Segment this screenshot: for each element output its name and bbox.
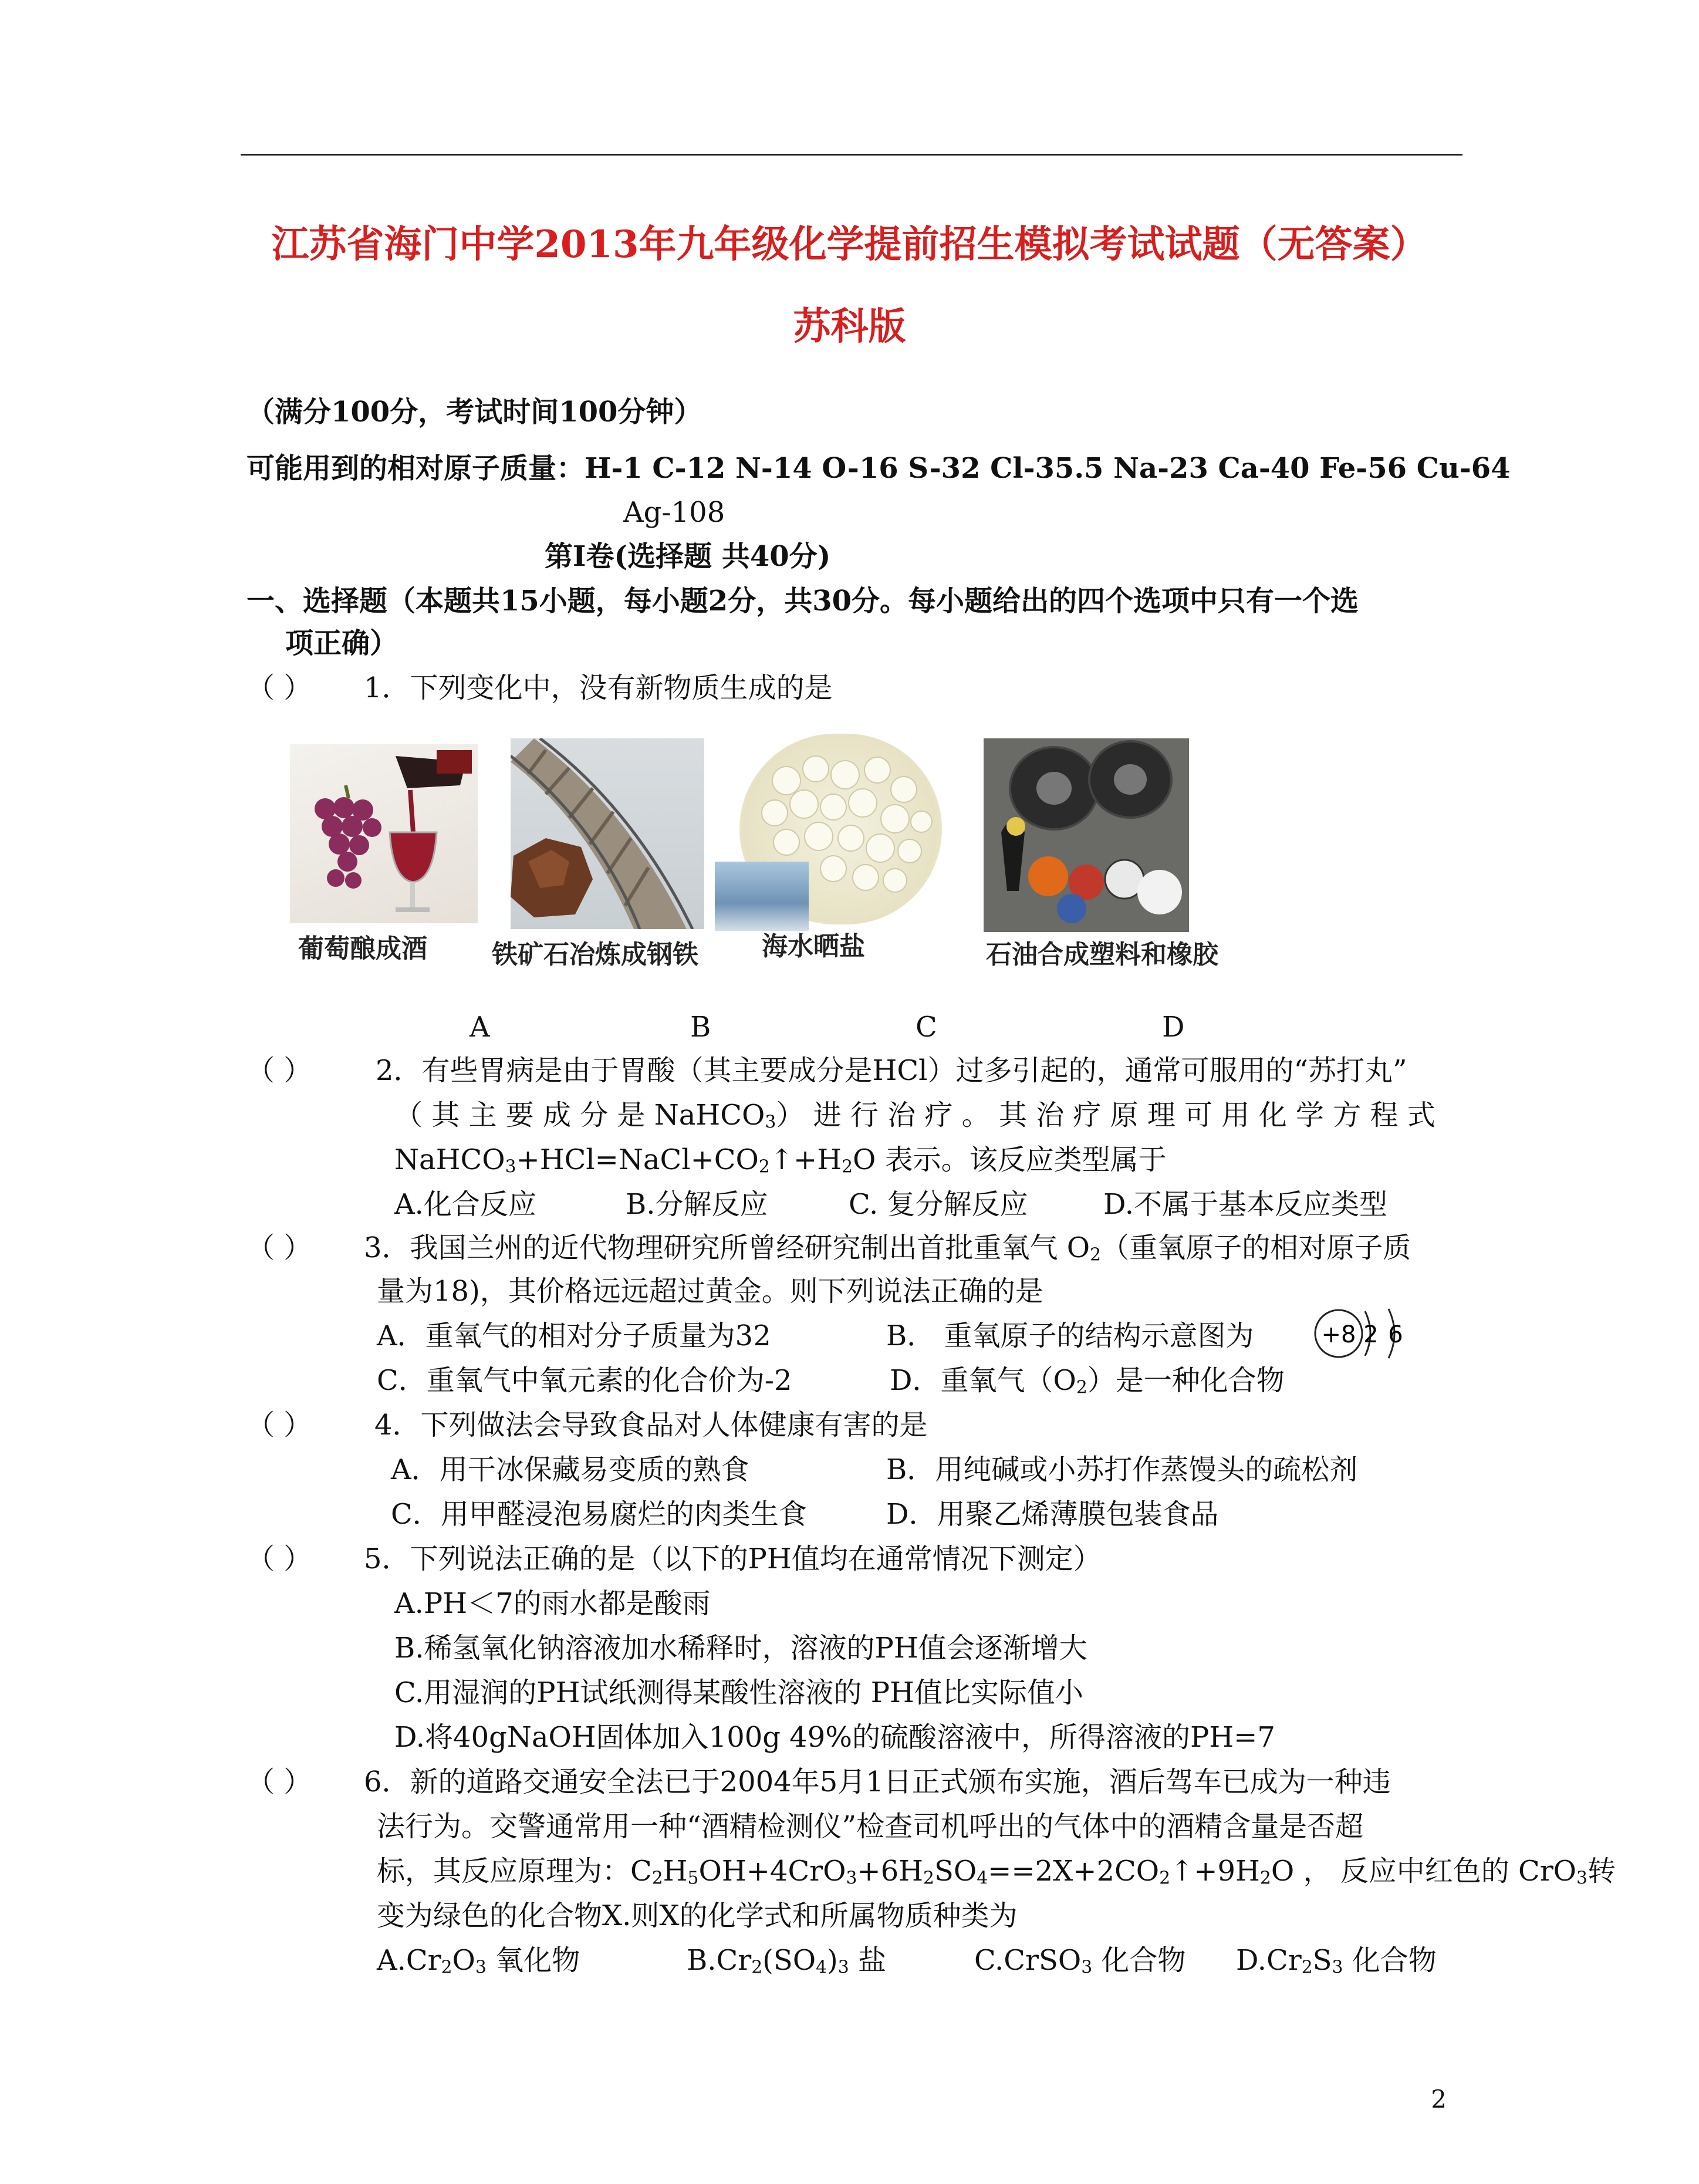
answer-blank[interactable]: （ ） — [246, 1231, 312, 1264]
q5-option-b: B.稀氢氧化钠溶液加水稀释时，溶液的PH值会逐渐增大 — [394, 1632, 1087, 1665]
question-2-equation: NaHCO3+HCl=NaCl+CO2↑+H2O 表示。该反应类型属于 — [394, 1143, 1167, 1177]
answer-blank[interactable]: （ ） — [246, 1766, 312, 1798]
option-letter-b: B — [690, 1011, 711, 1044]
section-header: 第Ⅰ卷(选择题 共40分) — [545, 540, 831, 573]
question-2-line-2: （ 其 主 要 成 分 是 NaHCO3） 进 行 治 疗 。 其 治 疗 原 理 可 用 化 学 方 程 式 — [394, 1099, 1435, 1133]
question-3: （ ） 3．我国兰州的近代物理研究所曾经研究制出首批重氧气 O2（重氧原子的相对原子质 — [246, 1231, 1411, 1265]
question-6-line-2: 法行为。交警通常用一种“酒精检测仪”检查司机呼出的气体中的酒精含量是否超 — [377, 1810, 1364, 1843]
title-line-2: 苏科版 — [793, 305, 906, 349]
q4-option-d: D．用聚乙烯薄膜包装食品 — [886, 1498, 1219, 1531]
part1-heading: 一、选择题（本题共15小题，每小题2分，共30分。每小题给出的四个选项中只有一个选 — [246, 585, 1359, 617]
q6-option-d: D.Cr2S3 化合物 — [1236, 1944, 1437, 1978]
q6-option-a: A.Cr2O3 氧化物 — [377, 1944, 580, 1978]
question-6-line-4: 变为绿色的化合物X.则X的化学式和所属物质种类为 — [377, 1899, 1018, 1932]
q2-option-c: C. 复分解反应 — [849, 1188, 1028, 1221]
title-line-1: 江苏省海门中学2013年九年级化学提前招生模拟考试试题（无答案） — [271, 222, 1428, 266]
q3-option-b: B． 重氧原子的结构示意图为 — [886, 1319, 1254, 1352]
caption-d: 石油合成塑料和橡胶 — [986, 940, 1218, 970]
q2-option-d: D.不属于基本反应类型 — [1103, 1188, 1388, 1221]
answer-blank[interactable]: （ ） — [246, 1054, 312, 1087]
atomic-masses: 可能用到的相对原子质量：H-1 C-12 N-14 O-16 S-32 Cl-35.5 Na-23 Ca-40 Fe-56 Cu-64 — [246, 452, 1511, 485]
plastic-rubber-image — [984, 738, 1189, 932]
option-letter-c: C — [916, 1011, 937, 1044]
answer-blank[interactable]: （ ） — [246, 1409, 312, 1442]
q5-option-d: D.将40gNaOH固体加入100g 49%的硫酸溶液中，所得溶液的PH=7 — [394, 1721, 1275, 1754]
q4-option-a: A．用干冰保藏易变质的熟食 — [391, 1453, 749, 1486]
q3-option-c: C．重氧气中氧元素的化合价为-2 — [377, 1364, 792, 1397]
q6-option-c: C.CrSO3 化合物 — [974, 1944, 1186, 1978]
q3-option-d: D．重氧气（O2）是一种化合物 — [890, 1364, 1285, 1398]
salt-pan-inset — [715, 862, 809, 931]
nucleus-charge: +8 — [1321, 1321, 1356, 1348]
shell-1-electrons: 2 — [1363, 1321, 1379, 1348]
shell-2-electrons: 6 — [1388, 1321, 1403, 1348]
question-5: （ ） 5．下列说法正确的是（以下的PH值均在通常情况下测定） — [246, 1542, 1102, 1575]
header-rule — [241, 154, 1462, 156]
caption-a: 葡萄酿成酒 — [298, 934, 427, 964]
atom-structure-diagram — [1306, 1304, 1424, 1363]
question-6-equation: 标，其反应原理为：C2H5OH+4CrO3+6H2SO4==2X+2CO2↑+9H2O ， 反应中红色的 CrO3转 — [377, 1855, 1616, 1889]
caption-b: 铁矿石冶炼成钢铁 — [492, 940, 698, 970]
q6-option-b: B.Cr2(SO4)3 盐 — [687, 1944, 886, 1978]
q5-option-c: C.用湿润的PH试纸测得某酸性溶液的 PH值比实际值小 — [394, 1676, 1083, 1709]
question-2: （ ） 2．有些胃病是由于胃酸（其主要成分是HCl）过多引起的，通常可服用的“苏打丸” — [246, 1054, 1407, 1087]
q4-option-c: C．用甲醛浸泡易腐烂的肉类生食 — [391, 1498, 807, 1531]
q3-option-a: A．重氧气的相对分子质量为32 — [377, 1319, 771, 1352]
question-4: （ ） 4．下列做法会导致食品对人体健康有害的是 — [246, 1409, 928, 1442]
iron-ore-railway-image — [511, 738, 704, 929]
option-letter-a: A — [469, 1011, 490, 1044]
option-letter-d: D — [1162, 1011, 1185, 1044]
page-number: 2 — [1431, 2085, 1447, 2114]
question-3-line-2: 量为18)，其价格远远超过黄金。则下列说法正确的是 — [377, 1275, 1043, 1308]
q2-option-a: A.化合反应 — [394, 1188, 536, 1221]
q2-option-b: B.分解反应 — [626, 1188, 768, 1221]
q5-option-a: A.PH＜7的雨水都是酸雨 — [394, 1587, 711, 1620]
answer-blank[interactable]: （ ） — [246, 1542, 312, 1575]
q4-option-b: B．用纯碱或小苏打作蒸馒头的疏松剂 — [886, 1453, 1358, 1486]
answer-blank[interactable]: （ ） — [246, 671, 312, 704]
atomic-masses-cont: Ag-108 — [623, 496, 725, 529]
grape-wine-image — [290, 744, 478, 923]
part1-heading-cont: 项正确） — [285, 627, 398, 660]
question-6: （ ） 6．新的道路交通安全法已于2004年5月1日正式颁布实施，酒后驾车已成为一种违 — [246, 1766, 1391, 1798]
question-1: （ ） 1．下列变化中，没有新物质生成的是 — [246, 671, 833, 704]
caption-c: 海水晒盐 — [762, 931, 865, 961]
exam-info: （满分100分，考试时间100分钟） — [246, 396, 702, 428]
